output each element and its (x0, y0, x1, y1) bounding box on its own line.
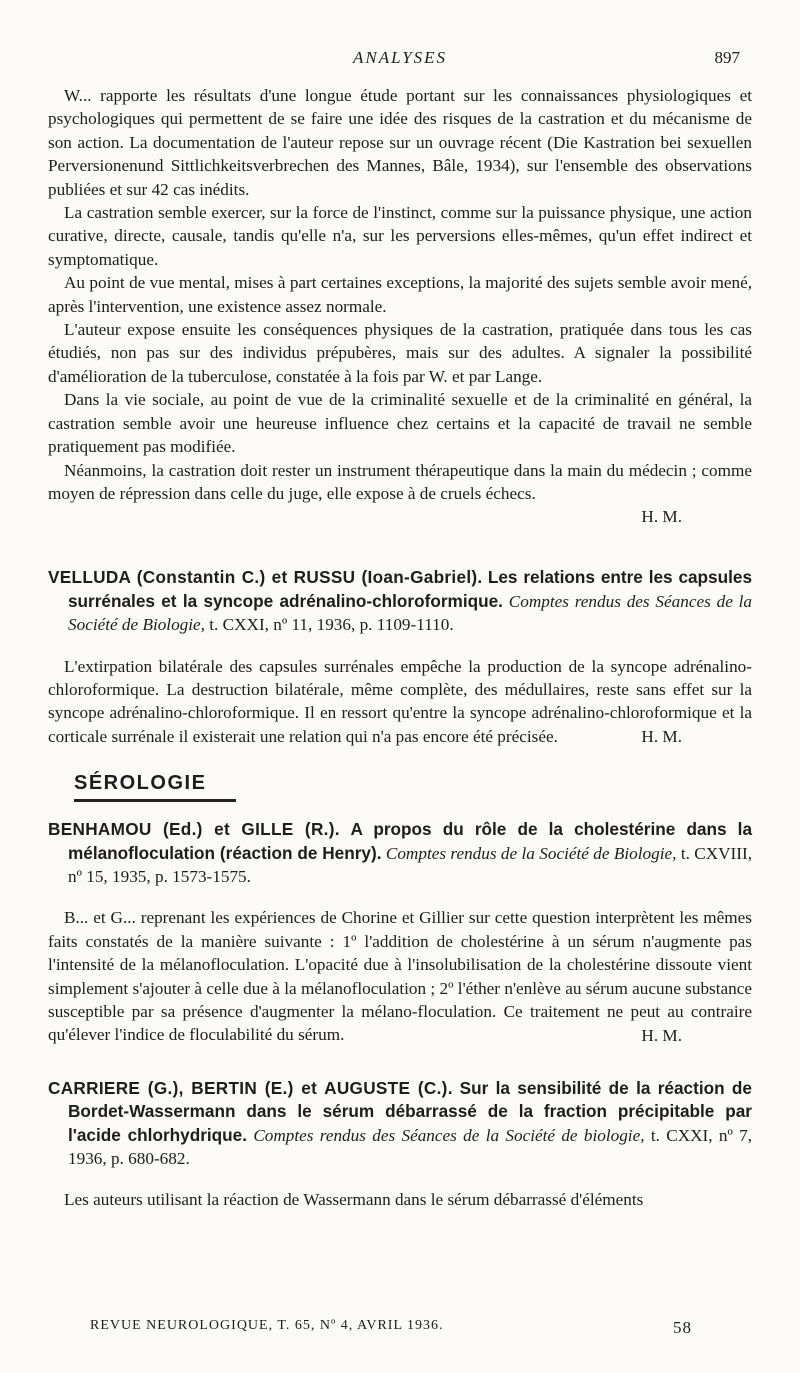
bibliographic-reference (48, 818, 752, 888)
reference-details: t. CXXI, nº 7, 1936, p. 680-682. (68, 1125, 752, 1169)
reference-authors: CARRIERE (G.), BERTIN (E.) et AUGUSTE (C.). (48, 1077, 453, 1098)
page-number: 897 (714, 48, 740, 67)
signature: H. M. (641, 507, 682, 527)
sheet-number: 58 (673, 1318, 692, 1337)
reference-authors: VELLUDA (Constantin C.) et RUSSU (Ioan-Gabriel). (48, 567, 483, 588)
paragraph: La castration semble exercer, sur la force de l'instinct, comme sur la puissance physique, une action curative, directe, causale, tandis qu'elle n'a, sur les perversions elles-mêmes, qu'un effet indirect et symptomatique. (48, 203, 752, 269)
running-head (0, 48, 800, 72)
reference-title: A propos du rôle de la cholestérine dans la mélanofloculation (réaction de Henry). (68, 819, 752, 863)
abstract: Les auteurs utilisant la réaction de Wassermann dans le sérum débarrassé d'éléments (64, 1190, 644, 1210)
reference-source: Comptes rendus de la Société de Biologie, (385, 843, 677, 863)
signature: H. M. (641, 1025, 682, 1045)
journal-citation: REVUE NEUROLOGIQUE, T. 65, Nº 4, AVRIL 1936. (90, 1318, 444, 1333)
abstract: B... et G... reprenant les expériences de Chorine et Gillier sur cette question interprètent les mêmes faits constatés de la manière suivante : 1º l'addition de cholestérine à un sérum n'augmente pas l'intensité de la mélanofloculation. L'opacité due à l'insolubilisation de la cholestérine dissoute vient simplement s'ajouter à celle due à la mélanofloculation ; 2º l'éther n'enlève au sérum aucune substance susceptible par sa présence d'augmenter la mélano-floculation. Ce traitement ne peut au contraire qu'élever l'indice de floculabilité du sérum. (48, 908, 752, 1045)
abstract: L'extirpation bilatérale des capsules surrénales empêche la production de la syncope adrénalino-chloroformique. La destruction bilatérale, même complète, des médullaires, reste sans effet sur la syncope adrénalino-chloroformique. Il en ressort qu'entre la syncope adrénalino-chloroformique et la corticale surrénale il existerait une relation qui n'a pas encore été précisée. (48, 656, 752, 746)
paragraph: Dans la vie sociale, au point de vue de la criminalité sexuelle et de la criminalité en général, la castration semble avoir une heureuse influence chez certains et la capacité de travail ne semble pratiquement pas modifiée. (48, 390, 752, 457)
running-title: ANALYSES (352, 48, 448, 67)
paragraph: L'auteur expose ensuite les conséquences physiques de la castration, pratiquée dans tous les cas étudiés, non pas sur des individus prépubères, mais sur des adultes. A signaler la possibilité d'amélioration de la tuberculose, constatée à la fois par W. et par Lange. (48, 320, 752, 386)
paragraph: Au point de vue mental, mises à part certaines exceptions, la majorité des sujets semble avoir mené, après l'intervention, une existence assez normale. (48, 273, 752, 316)
reference-title: Les relations entre les capsules surrénales et la syncope adrénalino-chloroformique. (68, 567, 753, 611)
bibliographic-reference (48, 566, 752, 636)
reference-authors: BENHAMOU (Ed.) et GILLE (R.). (48, 819, 340, 840)
reference-details: t. CXXI, nº 11, 1936, p. 1109-1110. (209, 615, 454, 635)
reference-source: Comptes rendus des Séances de la Société de biologie, (253, 1125, 645, 1145)
page-body (48, 84, 752, 1212)
reference-source: Comptes rendus des Séances de la Société de Biologie, (68, 591, 753, 635)
section-heading: SÉROLOGIE (74, 772, 236, 802)
paragraph: Néanmoins, la castration doit rester un instrument thérapeutique dans la main du médecin ; comme moyen de répression dans celle du juge, elle expose à de cruels échecs. (48, 460, 752, 503)
reference-details: t. CXVIII, nº 15, 1935, p. 1573-1575. (68, 843, 753, 886)
paragraph: W... rapporte les résultats d'une longue étude portant sur les connaissances physiologiques et psychologiques qui permettent de se faire une idée des risques de la castration et du mécanisme de son action. La documentation de l'auteur repose sur un ouvrage récent (Die Kastration bei sexuellen Perversionenund Sittlichkeitsverbrechen des Mannes, Bâle, 1934), sur l'ensemble des observations publiées et sur 42 cas inédits. (48, 86, 752, 199)
reference-title: Sur la sensibilité de la réaction de Bordet-Wassermann dans le sérum débarrassé de la fraction précipitable par l'acide chlorhydrique. (68, 1077, 752, 1145)
page-footer (90, 1318, 692, 1337)
bibliographic-reference (48, 1077, 752, 1171)
signature: H. M. (641, 727, 682, 747)
